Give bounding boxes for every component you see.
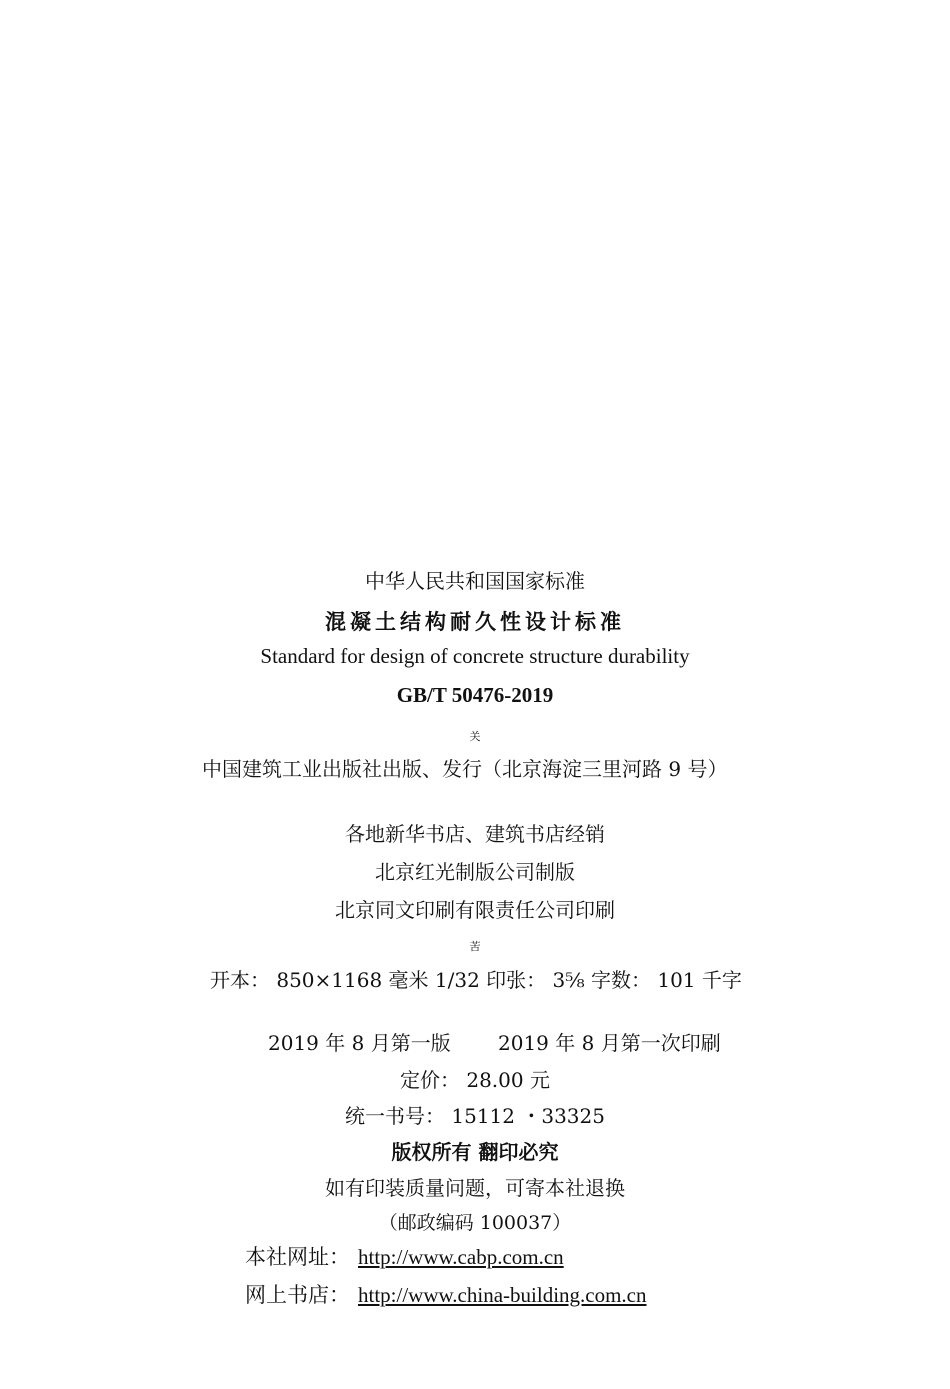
standard-type: 中华人民共和国国家标准 [365,569,585,593]
title-en: Standard for design of concrete structure durability [260,644,690,668]
printer-line: 北京同文印刷有限责任公司印刷 [335,898,615,922]
bookstore-label: 网上书店： [245,1283,350,1307]
bookstore-row [245,1279,647,1309]
divider-mark: 关 [469,730,481,743]
printing-line: 2019 年 8 月第一次印刷 [498,1031,721,1055]
bookstore-link[interactable]: http://www.china-building.com.cn [358,1283,647,1307]
standard-code: GB/T 50476-2019 [396,683,554,707]
distributor-line: 各地新华书店、建筑书店经销 [345,822,605,846]
website-link[interactable]: http://www.cabp.com.cn [358,1245,564,1269]
website-label: 本社网址： [245,1245,350,1269]
edition-line: 2019 年 8 月第一版 [268,1031,451,1055]
return-notice-line: 如有印装质量问题，可寄本社退换 [325,1176,625,1200]
publisher-line: 中国建筑工业出版社出版、发行（北京海淀三里河路 9 号） [202,757,728,781]
plate-maker-line: 北京红光制版公司制版 [375,860,575,884]
price-line: 定价： 28.00 元 [400,1068,550,1092]
format-line: 开本： 850×1168 毫米 1/32 印张： 3⅝ 字数： 101 千字 [210,968,742,992]
website-row [245,1241,564,1271]
copyright-line: 版权所有 翻印必究 [391,1140,559,1164]
divider-mark-2: 苦 [469,940,481,953]
book-number-line: 统一书号： 15112 ・33325 [345,1104,605,1128]
title-cn: 混凝土结构耐久性设计标准 [325,610,625,634]
postal-code-line: （邮政编码 100037） [378,1212,572,1234]
